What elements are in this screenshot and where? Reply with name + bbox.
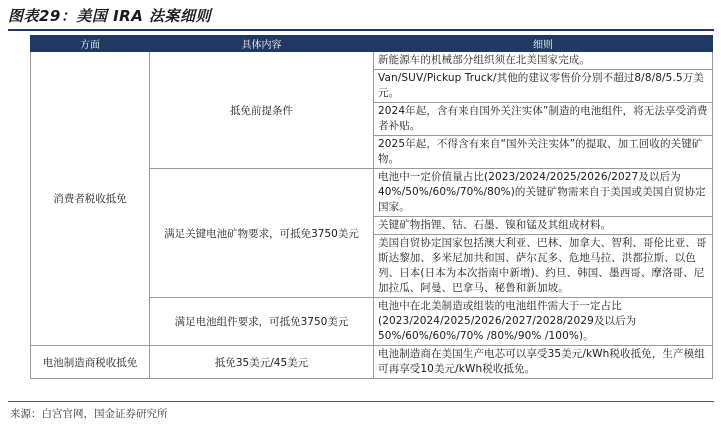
detail-minerals-2: 关键矿物指锂、钴、石墨、镍和锰及其组成材料。 xyxy=(374,217,713,235)
source-note: 来源：白宫官网，国金证券研究所 xyxy=(10,408,168,420)
header-aspect: 方面 xyxy=(31,36,150,52)
header-detail: 细则 xyxy=(374,36,713,52)
table-row xyxy=(31,346,713,379)
detail-prereq-3: 2024年起，含有来自国外关注实体”制造的电池组件，将无法享受消费者补贴。 xyxy=(374,103,713,136)
aspect-manufacturer: 电池制造商税收抵免 xyxy=(31,346,150,379)
detail-prereq-4: 2025年起，不得含有来自“国外关注实体”的提取、加工回收的关键矿物。 xyxy=(374,136,713,169)
table-header-row xyxy=(31,36,713,52)
detail-minerals-1: 电池中一定价值量占比(2023/2024/2025/2026/2027及以后为40%/50%/60%/70%/80%)的关键矿物需来自于美国或美国自贸协定国家。 xyxy=(374,169,713,217)
content-minerals: 满足关键电池矿物要求，可抵免3750美元 xyxy=(150,169,374,298)
ira-rules-table xyxy=(30,35,713,379)
detail-prereq-1: 新能源车的机械部分组织须在北美国家完成。 xyxy=(374,52,713,70)
figure-title: 图表29：美国 IRA 法案细则 xyxy=(8,7,212,25)
content-components: 满足电池组件要求，可抵免3750美元 xyxy=(150,298,374,346)
table-row xyxy=(31,52,713,70)
title-rule xyxy=(8,29,714,31)
detail-manufacturer: 电池制造商在美国生产电芯可以享受35美元/kWh税收抵免，生产模组可再享受10美元/kWh税收抵免。 xyxy=(374,346,713,379)
header-content: 具体内容 xyxy=(150,36,374,52)
aspect-consumer: 消费者税收抵免 xyxy=(31,52,150,346)
detail-components: 电池中在北美制造或组装的电池组件需大于一定占比(2023/2024/2025/2026/2027/2028/2029及以后为50%/60%/60%/70% /80%/90% /100%)。 xyxy=(374,298,713,346)
detail-minerals-3: 美国自贸协定国家包括澳大利亚、巴林、加拿大、智利、哥伦比亚、哥斯达黎加、多米尼加共和国、萨尔瓦多、危地马拉、洪都拉斯、以色列、日本(日本为本次指南中新增)、约旦、韩国、墨西哥、摩洛哥、尼加拉瓜、阿曼、巴拿马、秘鲁和新加坡。 xyxy=(374,235,713,298)
content-manufacturer: 抵免35美元/45美元 xyxy=(150,346,374,379)
content-prerequisites: 抵免前提条件 xyxy=(150,52,374,169)
detail-prereq-2: Van/SUV/Pickup Truck/其他的建议零售价分别不超过8/8/8/5.5万美元。 xyxy=(374,70,713,103)
footer-rule xyxy=(8,401,714,402)
